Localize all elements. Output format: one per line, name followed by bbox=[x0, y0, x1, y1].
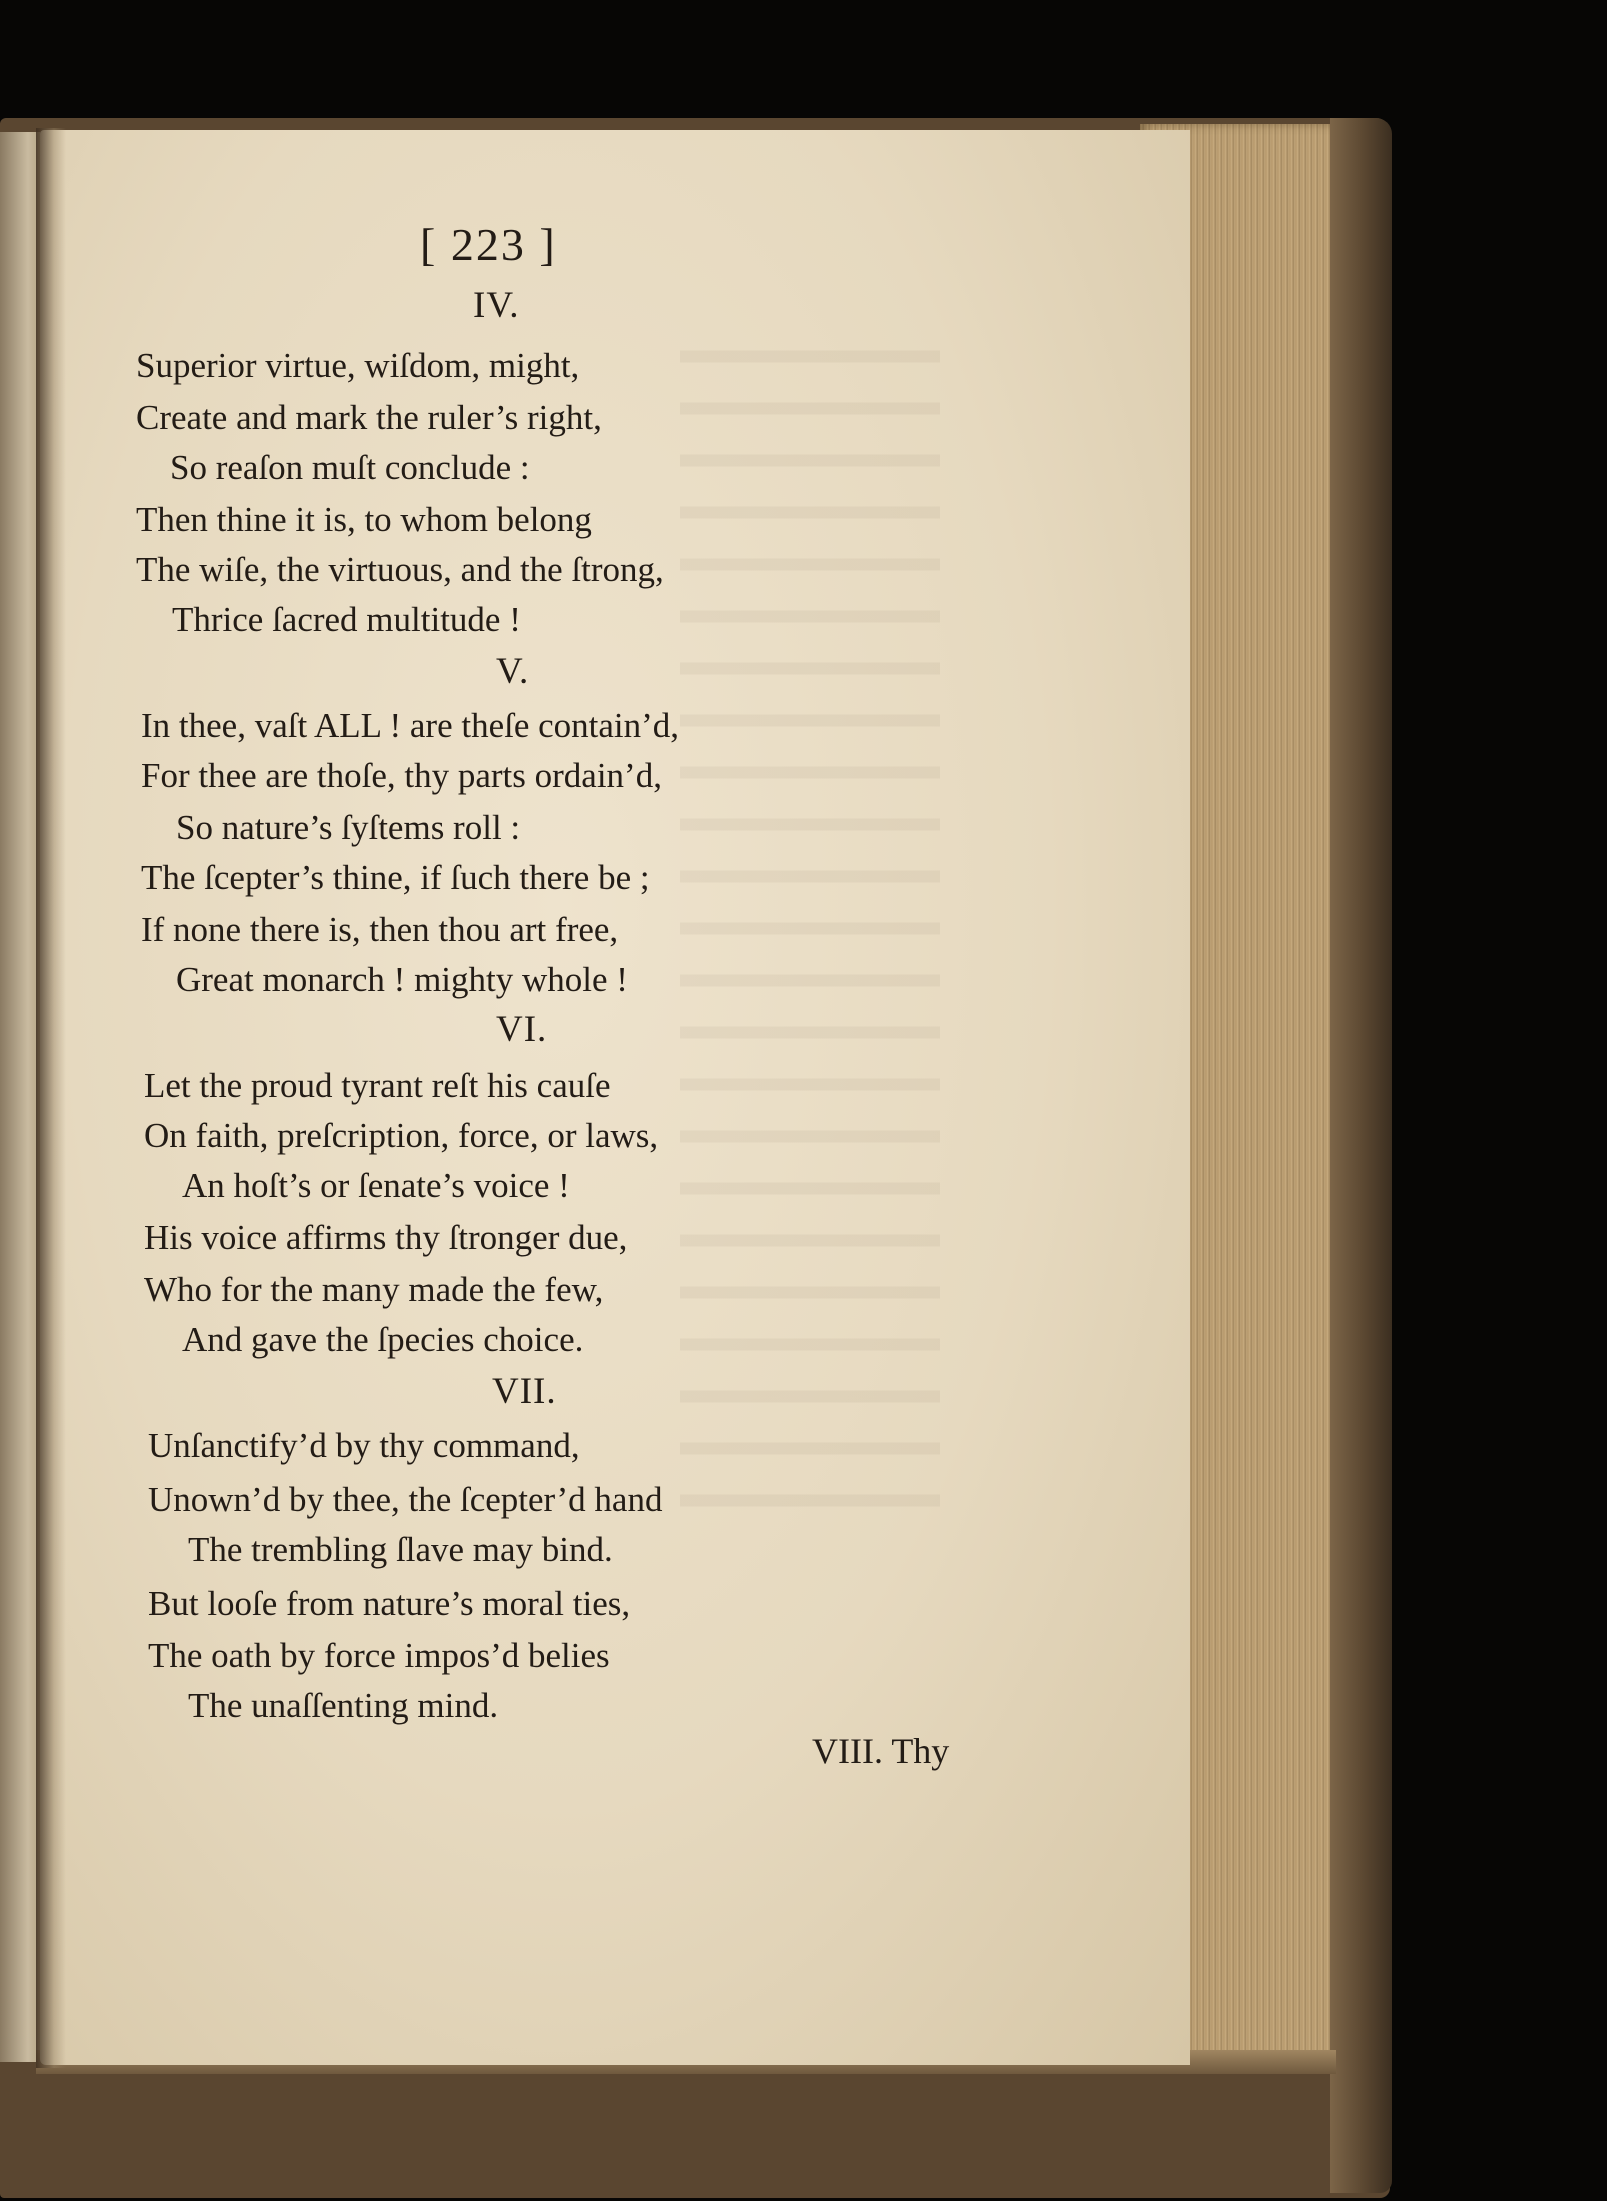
verse-line: For thee are thoſe, thy parts ordain’d, bbox=[141, 756, 662, 795]
ink-show-through bbox=[680, 320, 940, 1520]
verse-line: Who for the many made the few, bbox=[144, 1270, 604, 1309]
verse-line: So nature’s ſyſtems roll : bbox=[176, 808, 521, 847]
verse-line: Let the proud tyrant reſt his cauſe bbox=[144, 1066, 611, 1105]
verse-line: Create and mark the ruler’s right, bbox=[136, 398, 602, 437]
verse-line: On faith, preſcription, force, or laws, bbox=[144, 1116, 659, 1155]
page-number: [ 223 ] bbox=[420, 219, 557, 270]
verse-line: The trembling ſlave may bind. bbox=[188, 1530, 613, 1569]
verse-line: The wiſe, the virtuous, and the ſtrong, bbox=[136, 550, 664, 589]
catchword: VIII. Thy bbox=[812, 1731, 950, 1771]
verse-line: The unaſſenting mind. bbox=[188, 1686, 499, 1725]
page-text bbox=[40, 130, 1140, 2030]
verse-line: In thee, vaſt ALL ! are theſe contain’d, bbox=[141, 706, 680, 745]
verse-line: Unown’d by thee, the ſcepter’d hand bbox=[148, 1480, 663, 1519]
stanza-numeral: VII. bbox=[492, 1371, 557, 1412]
verse-line: But looſe from nature’s moral ties, bbox=[148, 1584, 631, 1623]
book-cover-edge bbox=[1330, 118, 1392, 2193]
verse-line: Then thine it is, to whom belong bbox=[136, 500, 592, 539]
verse-line: Great monarch ! mighty whole ! bbox=[176, 960, 628, 999]
gutter-shadow bbox=[36, 128, 66, 2068]
verse-line: If none there is, then thou art free, bbox=[141, 910, 619, 949]
stanza-numeral: V. bbox=[496, 651, 530, 692]
stanza-numeral: IV. bbox=[473, 285, 520, 326]
verse-line: An hoſt’s or ſenate’s voice ! bbox=[182, 1166, 570, 1205]
verse-line: And gave the ſpecies choice. bbox=[182, 1320, 584, 1359]
facing-page-edge bbox=[0, 132, 40, 2062]
verse-line: Thrice ſacred multitude ! bbox=[172, 600, 521, 639]
verse-line: Superior virtue, wiſdom, might, bbox=[136, 346, 580, 385]
verse-line: So reaſon muſt conclude : bbox=[170, 448, 530, 487]
verse-line: The oath by force impos’d belies bbox=[148, 1636, 610, 1675]
verse-line: His voice affirms thy ſtronger due, bbox=[144, 1218, 628, 1257]
stanza-numeral: VI. bbox=[496, 1009, 548, 1050]
verse-line: Unſanctify’d by thy command, bbox=[148, 1426, 580, 1465]
verse-line: The ſcepter’s thine, if ſuch there be ; bbox=[141, 858, 650, 897]
